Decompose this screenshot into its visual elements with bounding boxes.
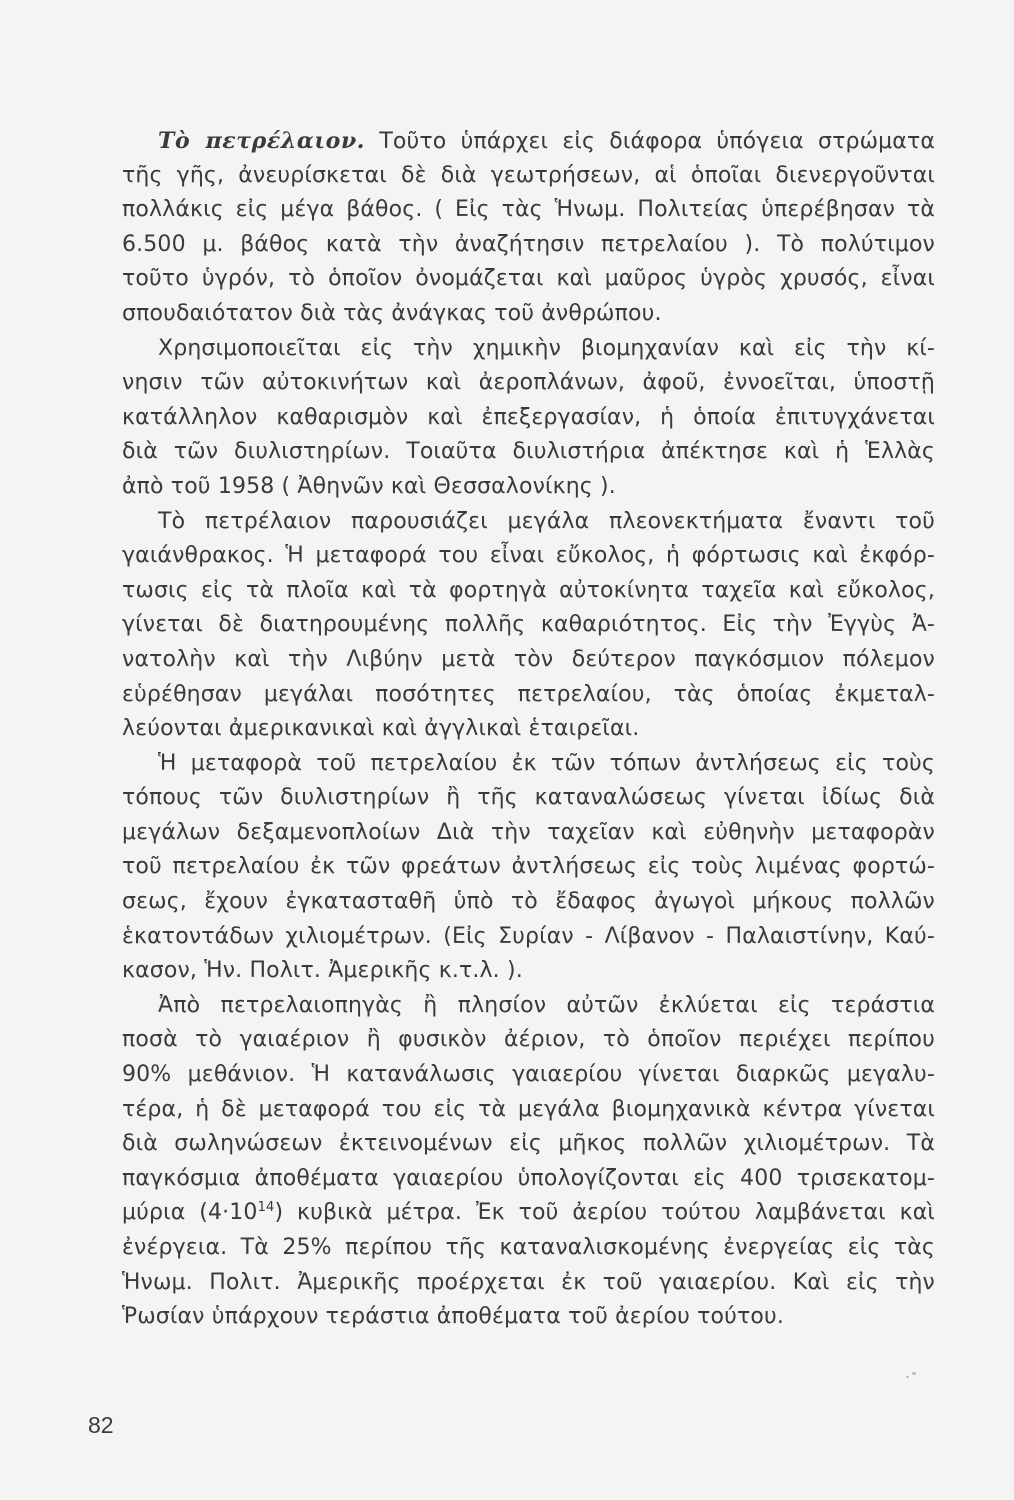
text-line: ποσὰ τὸ γαιαέριον ἢ φυσικὸν ἀέριον, τὸ ὁποῖον περιέχει περίπου	[122, 1027, 935, 1053]
text-line: ἐνέργεια. Τὰ 25% περίπου τῆς καταναλισκομένης ἐνεργείας εἰς τὰς	[122, 1235, 935, 1260]
text-line: πολλάκις εἰς μέγα βάθος. ( Εἰς τὰς Ἡνωμ. Πολιτείας ὑπερέβησαν τὰ	[122, 197, 935, 223]
text-line: λεύονται ἀμερικανικαὶ καὶ ἀγγλικαὶ ἑταιρεῖαι.	[122, 716, 640, 742]
text-line: μεγάλων δεξαμενοπλοίων Διὰ τὴν ταχεῖαν καὶ εὐθηνὴν μεταφορὰν	[122, 819, 935, 845]
text-line: παγκόσμια ἀποθέματα γαιαερίου ὑπολογίζονται εἰς 400 τρισεκατομ-	[122, 1165, 935, 1191]
text-line: 90% μεθάνιον. Ἡ κατανάλωσις γαιαερίου γίνεται διαρκῶς μεγαλυ-	[122, 1062, 935, 1088]
text-line: διὰ τῶν διυλιστηρίων. Τοιαῦτα διυλιστήρια ἀπέκτησε καὶ ἡ Ἑλλὰς	[122, 439, 935, 465]
paragraph-advantages	[122, 505, 935, 747]
text-line: νατολὴν καὶ τὴν Λιβύην μετὰ τὸν δεύτερον παγκόσμιον πόλεμον	[122, 646, 935, 672]
text-line: εὑρέθησαν μεγάλαι ποσότητες πετρελαίου, τὰς ὁποίας ἐκμεταλ-	[122, 681, 935, 707]
text-line: Ἡνωμ. Πολιτ. Ἀμερικῆς προέρχεται ἐκ τοῦ γαιαερίου. Καὶ εἰς τὴν	[122, 1269, 935, 1295]
text-line-formula: μύρια $(4\cdot 10^{14})$ κυβικὰ μέτρα. Ἐκ τοῦ ἀερίου τούτου λαμβάνεται καὶ	[122, 1200, 935, 1226]
paragraph-refining	[122, 332, 935, 505]
ink-speck	[912, 1372, 916, 1375]
text-line: σπουδαιότατον διὰ τὰς ἀνάγκας τοῦ ἀνθρώπου.	[122, 300, 662, 326]
text-line: τόπους τῶν διυλιστηρίων ἢ τῆς καταναλώσεως γίνεται ἰδίως διὰ	[122, 785, 935, 811]
text-line: Ἀπὸ πετρελαιοπηγὰς ἢ πλησίον αὐτῶν ἐκλύεται εἰς τεράστια	[158, 992, 935, 1018]
text-line: νησιν τῶν αὐτοκινήτων καὶ ἀεροπλάνων, ἀφοῦ, ἐννοεῖται, ὑποστῇ	[122, 370, 935, 396]
paragraph-petroleum-intro	[122, 124, 935, 332]
page-text	[122, 124, 935, 1335]
text-line: τωσις εἰς τὰ πλοῖα καὶ τὰ φορτηγὰ αὐτοκίνητα ταχεῖα καὶ εὔκολος,	[122, 577, 935, 603]
text-line: σεως, ἔχουν ἐγκατασταθῆ ὑπὸ τὸ ἔδαφος ἀγωγοὶ μήκους πολλῶν	[122, 889, 935, 915]
text-line: τοῦ πετρελαίου ἐκ τῶν φρεάτων ἀντλήσεως εἰς τοὺς λιμένας φορτώ-	[122, 854, 935, 880]
text-line: κασον, Ἡν. Πολιτ. Ἀμερικῆς κ.τ.λ. ).	[122, 958, 523, 984]
text-line: Ῥωσίαν ὑπάρχουν τεράστια ἀποθέματα τοῦ ἀερίου τούτου.	[122, 1304, 785, 1330]
text-line: Τὸ πετρέλαιον παρουσιάζει μεγάλα πλεονεκτήματα ἔναντι τοῦ	[158, 508, 935, 534]
section-title: Τὸ πετρέλαιον.	[158, 128, 366, 154]
paragraph-transport	[122, 747, 935, 989]
page-number: 82	[88, 1412, 114, 1438]
text-line: κατάλληλον καθαρισμὸν καὶ ἐπεξεργασίαν, ἡ ὁποία ἐπιτυγχάνεται	[122, 404, 935, 430]
text-line: ἀπὸ τοῦ 1958 ( Ἀθηνῶν καὶ Θεσσαλονίκης ).	[122, 473, 616, 499]
ink-speck	[906, 1376, 909, 1378]
text-line: Τὸ πετρέλαιον. Τοῦτο ὑπάρχει εἰς διάφορα ὑπόγεια στρώματα	[158, 128, 935, 154]
text-line: Ἡ μεταφορὰ τοῦ πετρελαίου ἐκ τῶν τόπων ἀντλήσεως εἰς τοὺς	[158, 750, 935, 776]
text-line: 6.500 μ. βάθος κατὰ τὴν ἀναζήτησιν πετρελαίου ). Τὸ πολύτιμον	[122, 231, 935, 257]
text-line: τῆς γῆς, ἀνευρίσκεται δὲ διὰ γεωτρήσεων, αἱ ὁποῖαι διενεργοῦνται	[122, 162, 935, 188]
text-line: γαιάνθρακος. Ἡ μεταφορά του εἶναι εὔκολος, ἡ φόρτωσις καὶ ἐκφόρ-	[122, 543, 935, 569]
text-line: γίνεται δὲ διατηρουμένης πολλῆς καθαριότητος. Εἰς τὴν Ἐγγὺς Ἀ-	[122, 612, 935, 638]
text-line: τέρα, ἡ δὲ μεταφορά του εἰς τὰ μεγάλα βιομηχανικὰ κέντρα γίνεται	[122, 1096, 935, 1122]
text-line: Χρησιμοποιεῖται εἰς τὴν χημικὴν βιομηχανίαν καὶ εἰς τὴν κί-	[158, 335, 935, 361]
text-line: ἑκατοντάδων χιλιομέτρων. (Εἰς Συρίαν - Λίβανον - Παλαιστίνην, Καύ-	[122, 923, 935, 949]
exponent: 14	[257, 1200, 275, 1216]
paragraph-natural-gas	[122, 989, 935, 1335]
text-line: τοῦτο ὑγρόν, τὸ ὁποῖον ὀνομάζεται καὶ μαῦρος ὑγρὸς χρυσός, εἶναι	[122, 266, 935, 292]
text-line: διὰ σωληνώσεων ἐκτεινομένων εἰς μῆκος πολλῶν χιλιομέτρων. Τὰ	[122, 1131, 935, 1157]
